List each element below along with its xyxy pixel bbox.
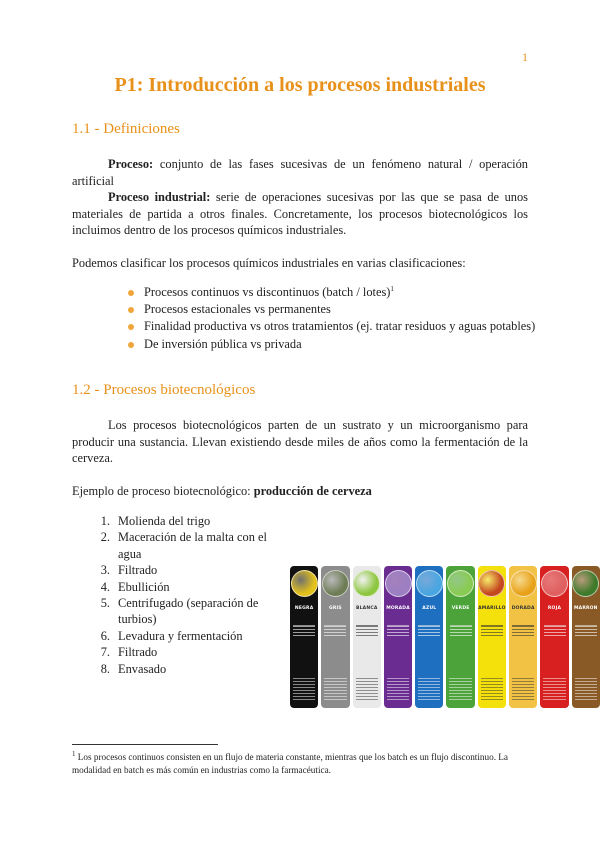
step-item [88, 595, 283, 628]
biotech-category-icon [572, 570, 599, 597]
example-bold: producción de cerveza [253, 484, 372, 498]
biotech-category-icon [510, 570, 537, 597]
biotech-color-label: MARRON [573, 606, 598, 611]
bullet-dot-icon [128, 307, 134, 313]
definition-text: serie de operaciones sucesivas por las que se pasa de unos materiales de partida a otros finales. Concretamente, los procesos biotecnológicos los incluimos dentro de los procesos químicos industriales. [72, 190, 528, 237]
step-number: 6. [100, 628, 110, 643]
biotech-color-label: GRIS [329, 606, 342, 611]
step-text: Filtrado [118, 563, 158, 578]
biotech-color-label: DORADA [511, 606, 535, 611]
list-item: Procesos continuos vs discontinuos (batch / lotes)$^1$ [128, 284, 535, 301]
bullet-dot-icon [128, 342, 134, 348]
classification-list [128, 284, 535, 353]
classification-intro: Podemos clasificar los procesos químicos industriales en varias clasificaciones: [72, 256, 466, 270]
step-item [88, 562, 283, 578]
footnote-text: Los procesos continuos consisten en un flujo de materia constante, mientras que los batch es un flujo discontinuo. La modalidad en batch es más común en industrias como la farmacéutica. [72, 752, 508, 775]
step-number: 8. [100, 661, 110, 676]
biotech-examples-lines [512, 678, 534, 702]
step-text: Maceración de la malta con el agua [118, 530, 267, 561]
biotech-examples-lines [418, 678, 440, 702]
biotech-category-icon [416, 570, 443, 597]
biotech-color-bar [384, 566, 412, 708]
biotech-examples-lines [324, 678, 346, 702]
definition-text: conjunto de las fases sucesivas de un fenómeno natural / operación artificial [72, 157, 528, 188]
biotech-category-icon [385, 570, 412, 597]
biotech-color-label: VERDE [451, 606, 470, 611]
step-number: 5. [100, 596, 110, 611]
list-item: Procesos estacionales vs permanentes [128, 301, 535, 318]
step-text: Levadura y fermentación [118, 628, 243, 643]
section-heading-procesos-biotecnologicos: 1.2 - Procesos biotecnológicos [72, 382, 256, 398]
step-text: Ebullición [118, 579, 170, 594]
step-text: Envasado [118, 661, 167, 676]
biotech-description-lines [293, 625, 315, 636]
page-title: P1: Introducción a los procesos industriales [114, 74, 486, 96]
step-text: Filtrado [118, 645, 158, 660]
biotech-color-bar [290, 566, 318, 708]
bullet-dot-icon [128, 290, 134, 296]
biotech-description-lines [544, 625, 566, 636]
biotech-description-lines [512, 625, 534, 636]
biotech-description-lines [575, 625, 597, 636]
biotech-color-label: NEGRA [294, 606, 314, 611]
biotech-category-icon [541, 570, 568, 597]
step-number: 7. [100, 645, 110, 660]
example-line: Ejemplo de proceso biotecnológico: producción de cerveza [72, 484, 372, 498]
biotech-examples-lines [543, 678, 565, 702]
biotech-color-bar [446, 566, 474, 708]
section-heading-definiciones: 1.1 - Definiciones [72, 121, 180, 137]
biotech-examples-lines [356, 678, 378, 702]
footnote [72, 751, 532, 777]
biotech-color-bar [540, 566, 568, 708]
step-number: 3. [100, 563, 110, 578]
step-text: Centrifugado (separación de turbios) [118, 596, 259, 627]
step-item [88, 644, 283, 660]
biotech-examples-lines [449, 678, 471, 702]
biotech-color-label: MORADA [386, 606, 410, 611]
biotech-description-lines [450, 625, 472, 636]
step-item [88, 628, 283, 644]
footnote-reference[interactable]: 1 [390, 284, 394, 293]
biotech-color-label: ROJA [547, 606, 562, 611]
biotech-color-label: BLANCA [355, 606, 378, 611]
biotech-category-icon [353, 570, 380, 597]
biotech-color-bar [415, 566, 443, 708]
biotech-color-bar [321, 566, 349, 708]
biotech-description-lines [387, 625, 409, 636]
step-text: Molienda del trigo [118, 514, 211, 528]
step-number: 4. [100, 579, 110, 594]
biotech-color-bar [353, 566, 381, 708]
biotech-color-bar [572, 566, 600, 708]
biotech-examples-lines [293, 678, 315, 702]
biotech-category-icon [447, 570, 474, 597]
list-item: De inversión pública vs privada [128, 336, 535, 353]
biotech-paragraph: Los procesos biotecnológicos parten de un sustrato y un microorganismo para producir una sustancia. Llevan existiendo desde miles de años como la fermentación de la cerveza. [72, 418, 528, 465]
page-number: 1 [522, 50, 528, 64]
step-item [88, 513, 283, 529]
biotech-examples-lines [481, 678, 503, 702]
step-item [88, 529, 283, 562]
step-item [88, 579, 283, 595]
definition-proceso-industrial [72, 189, 528, 239]
footnote-mark: 1 [72, 749, 76, 758]
definition-term: Proceso: [108, 157, 154, 171]
definition-proceso [72, 156, 528, 189]
biotech-examples-lines [575, 678, 597, 702]
biotech-colors-infographic [290, 566, 600, 708]
biotech-category-icon [291, 570, 318, 597]
footnote-divider [72, 744, 218, 745]
biotech-color-bar [478, 566, 506, 708]
step-number: 2. [100, 530, 110, 545]
biotech-examples-lines [387, 678, 409, 702]
biotech-category-icon [322, 570, 349, 597]
biotech-color-bar [509, 566, 537, 708]
list-item: Finalidad productiva vs otros tratamientos (ej. tratar residuos y aguas potables) [128, 318, 535, 335]
biotech-description-lines [481, 625, 503, 636]
biotech-category-icon [478, 570, 505, 597]
brewing-steps-list [88, 513, 283, 677]
biotech-color-label: AZUL [422, 606, 437, 611]
biotech-color-label: AMARILLO [478, 606, 506, 611]
step-number: 1. [100, 514, 110, 528]
biotech-description-lines [324, 625, 346, 636]
bullet-dot-icon [128, 324, 134, 330]
definition-term: Proceso industrial: [108, 190, 211, 204]
step-item [88, 661, 283, 677]
biotech-description-lines [356, 625, 378, 636]
biotech-description-lines [418, 625, 440, 636]
